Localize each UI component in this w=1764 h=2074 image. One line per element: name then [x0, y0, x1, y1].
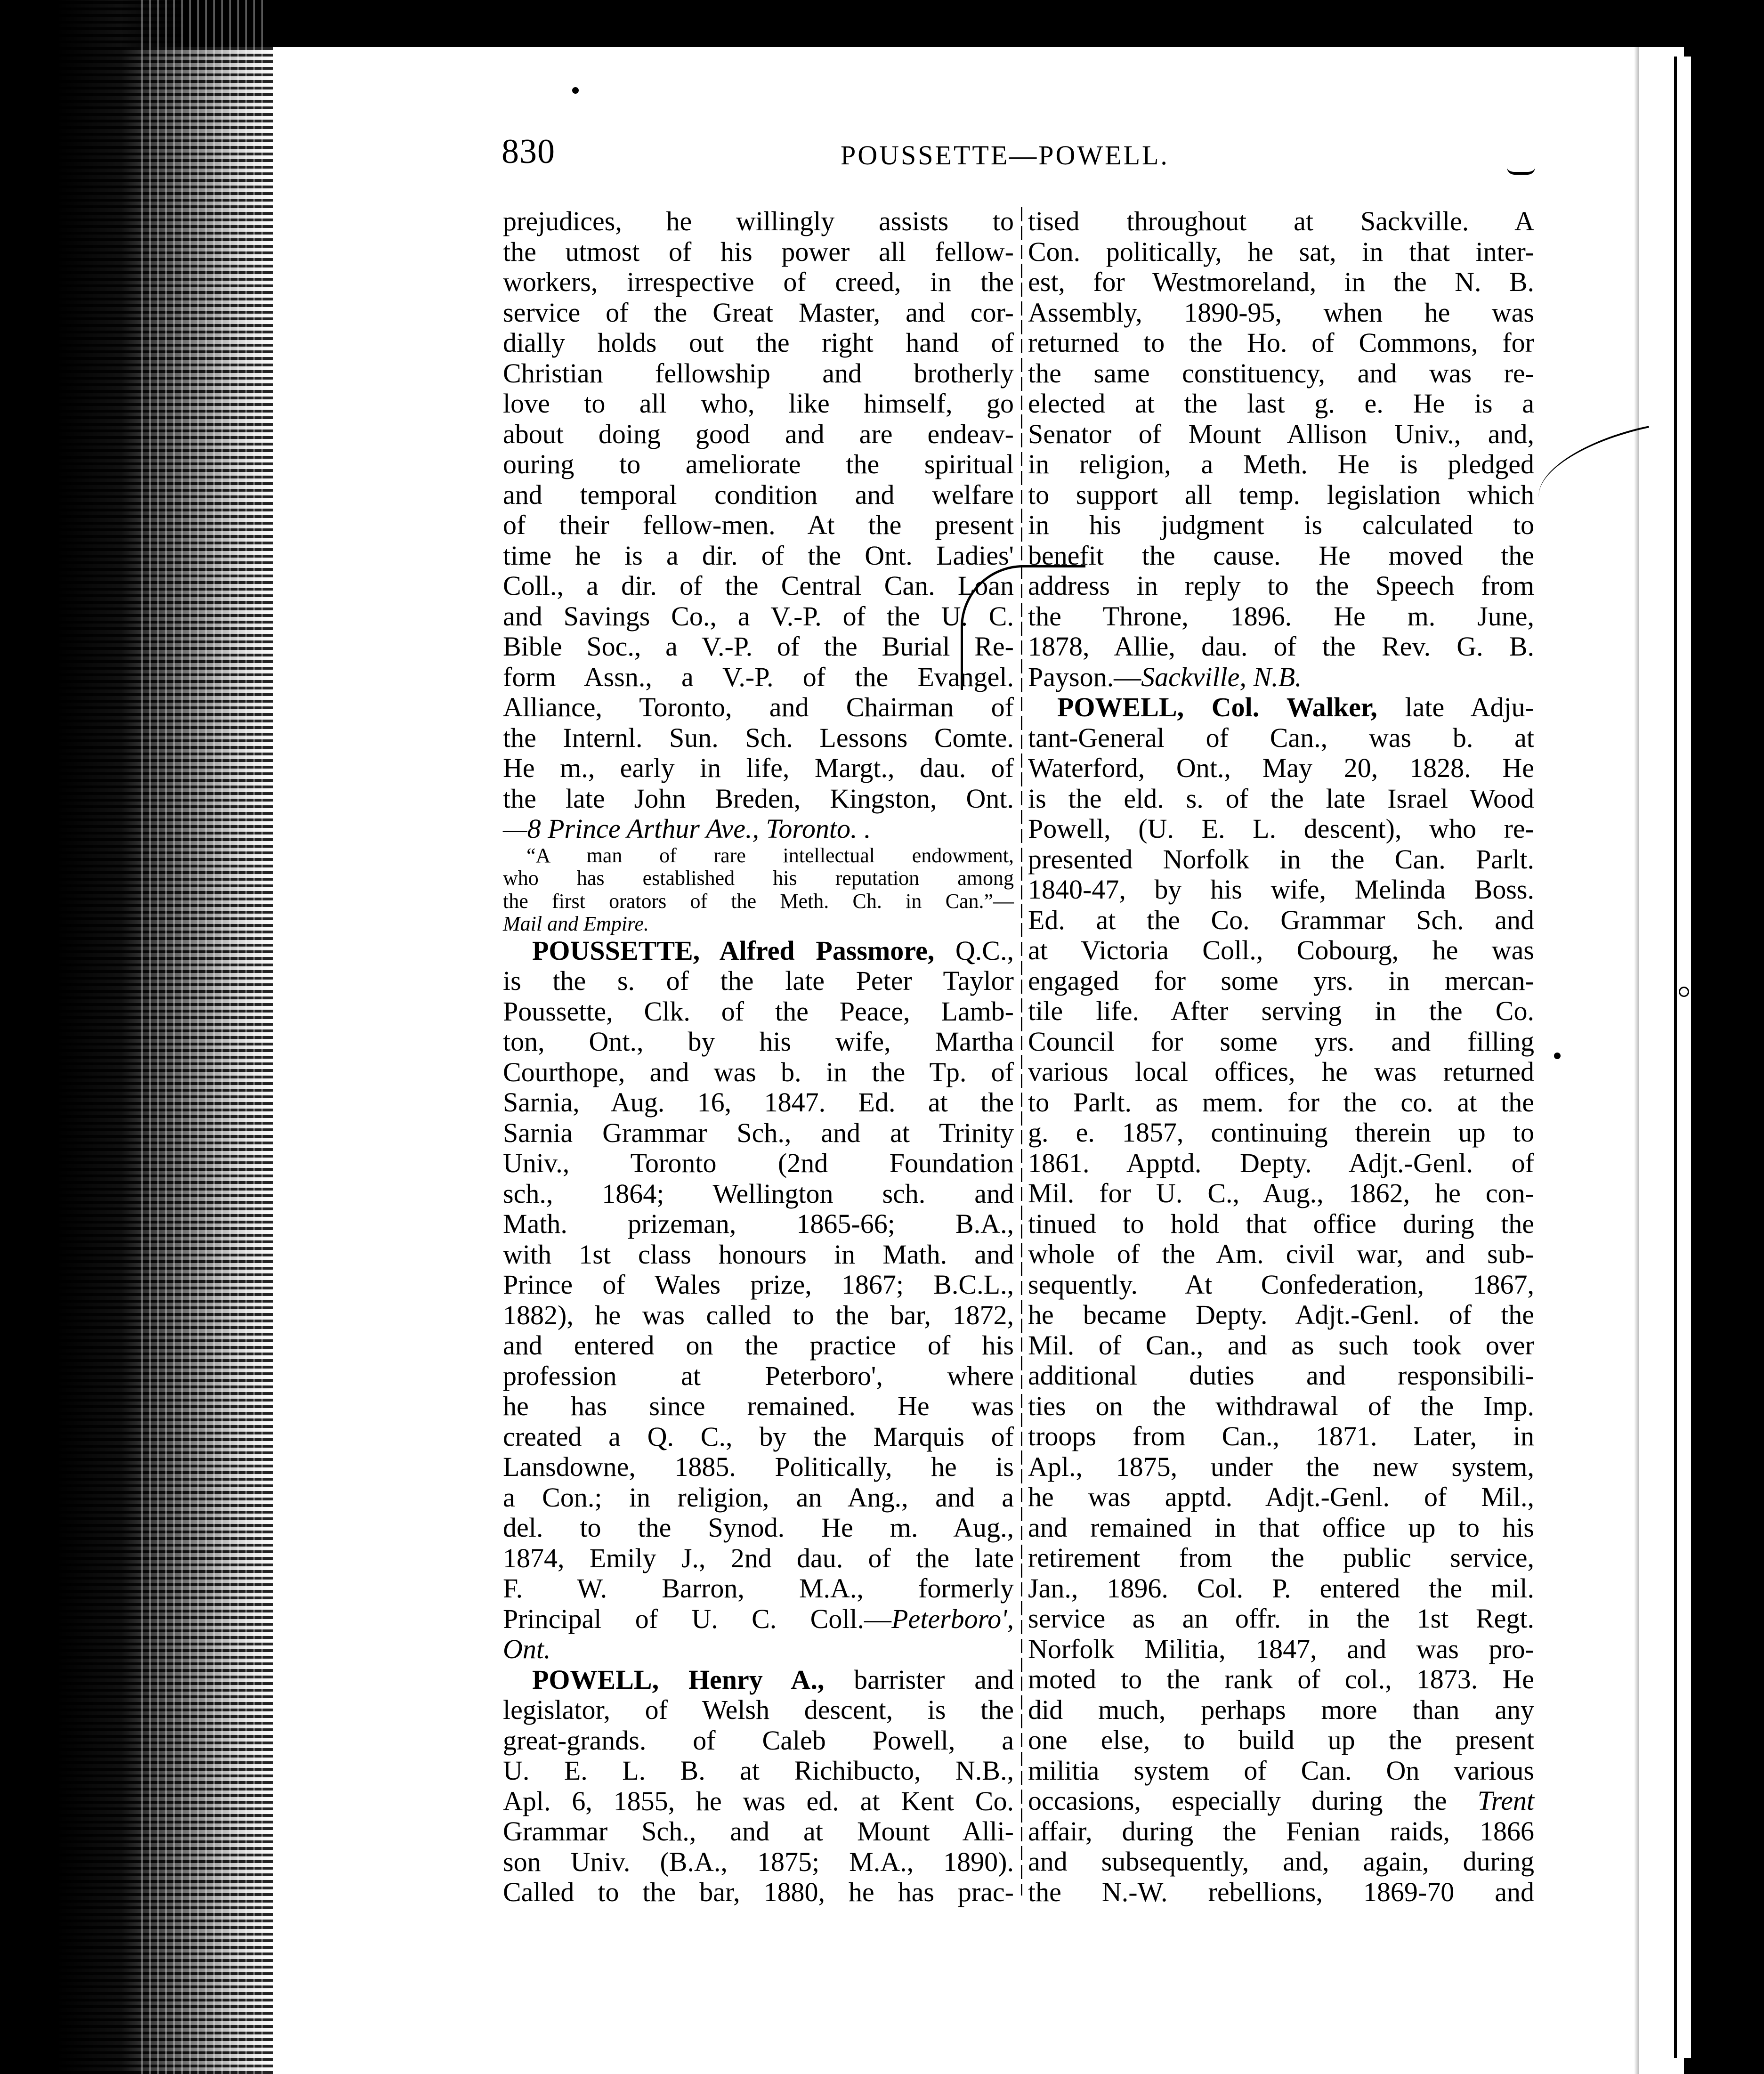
text-line: g. e. 1857, continuing therein up to: [1028, 1117, 1534, 1148]
text-line: dially holds out the right hand of: [503, 327, 1014, 358]
text-line: Senator of Mount Allison Univ., and,: [1028, 418, 1534, 449]
text-line: Waterford, Ont., May 20, 1828. He: [1028, 753, 1534, 783]
text-line: 1861. Apptd. Depty. Adjt.-Genl. of: [1028, 1147, 1534, 1178]
text-line: sch., 1864; Wellington sch. and: [503, 1178, 1014, 1209]
text-line: del. to the Synod. He m. Aug.,: [503, 1512, 1014, 1543]
text-line: legislator, of Welsh descent, is the: [503, 1694, 1014, 1725]
italic-span: Peterboro',: [891, 1603, 1014, 1634]
text-line: service as an offr. in the 1st Regt.: [1028, 1603, 1534, 1634]
text-line: love to all who, like himself, go: [503, 388, 1014, 419]
scan-noise-streaks: [141, 0, 264, 2074]
text-line: affair, during the Fenian raids, 1866: [1028, 1815, 1534, 1847]
text-line: he became Depty. Adjt.-Genl. of the: [1028, 1299, 1534, 1330]
text-line: service of the Great Master, and cor-: [503, 297, 1014, 328]
text-line: Powell, (U. E. L. descent), who re-: [1028, 813, 1534, 844]
text-line: 1840-47, by his wife, Melinda Boss.: [1028, 874, 1534, 905]
text-span: Principal of U. C. Coll.—: [503, 1603, 892, 1634]
text-line: [503, 1604, 1014, 1635]
adjacent-page-strip: [1674, 57, 1691, 2058]
text-line: Jan., 1896. Col. P. entered the mil.: [1028, 1572, 1534, 1604]
text-line: Sarnia Grammar Sch., and at Trinity: [503, 1117, 1014, 1148]
scan-border-left: [0, 0, 57, 2074]
text-line: tant-General of Can., was b. at: [1028, 722, 1534, 753]
text-line: [1028, 662, 1534, 693]
text-line: to Parlt. as mem. for the co. at the: [1028, 1086, 1534, 1118]
running-head: POUSSETTE—POWELL.: [841, 140, 1169, 170]
entry-heading: POWELL, Col. Walker,: [1057, 692, 1377, 722]
text-line: great-grands. of Caleb Powell, a: [503, 1725, 1014, 1756]
text-line: Mil. for U. C., Aug., 1862, he con-: [1028, 1178, 1534, 1208]
text-line: returned to the Ho. of Commons, for: [1028, 327, 1534, 358]
text-line: [503, 936, 1014, 966]
text-span: occasions, especially during the: [1028, 1785, 1478, 1816]
page-number: 830: [502, 132, 555, 171]
text-line: U. E. L. B. at Richibucto, N.B.,: [503, 1755, 1014, 1786]
text-line: —8 Prince Arthur Ave., Toronto. .: [503, 813, 871, 844]
text-line: and remained in that office up to his: [1028, 1512, 1534, 1543]
text-line: ties on the withdrawal of the Imp.: [1028, 1390, 1534, 1421]
text-line: Alliance, Toronto, and Chairman of: [503, 692, 1014, 722]
quote-line: who has established his reputation among: [503, 867, 1014, 890]
text-line: he was apptd. Adjt.-Genl. of Mil.,: [1028, 1482, 1534, 1512]
text-line: the N.-W. rebellions, 1869-70 and: [1028, 1876, 1534, 1907]
text-line: retirement from the public service,: [1028, 1542, 1534, 1573]
text-line: presented Norfolk in the Can. Parlt.: [1028, 843, 1534, 875]
text-line: ouring to ameliorate the spiritual: [503, 449, 1014, 479]
text-line: the Internl. Sun. Sch. Lessons Comte.: [503, 722, 1014, 753]
text-line: time he is a dir. of the Ont. Ladies': [503, 540, 1014, 571]
stray-ring: [1679, 987, 1689, 997]
text-line: tised throughout at Sackville. A: [1028, 206, 1534, 236]
text-line: Ont.: [503, 1634, 551, 1664]
italic-span: Trent: [1477, 1785, 1534, 1816]
quote-line: “A man of rare intellectual endowment,: [526, 843, 1014, 867]
text-line: moted to the rank of col., 1873. He: [1028, 1664, 1534, 1694]
text-line: Prince of Wales prize, 1867; B.C.L.,: [503, 1269, 1014, 1300]
text-line: the same constituency, and was re-: [1028, 357, 1534, 389]
pen-mark: [961, 565, 1085, 690]
text-line: Council for some yrs. and filling: [1028, 1026, 1534, 1057]
text-line: tinued to hold that office during the: [1028, 1208, 1534, 1239]
text-line: a Con.; in religion, an Ang., and a: [503, 1482, 1014, 1513]
text-line: various local offices, he was returned: [1028, 1056, 1534, 1087]
stray-dot: [1554, 1053, 1561, 1059]
text-line: sequently. At Confederation, 1867,: [1028, 1269, 1534, 1300]
text-line: engaged for some yrs. in mercan-: [1028, 965, 1534, 996]
text-line: and subsequently, and, again, during: [1028, 1846, 1534, 1877]
text-line: of their fellow-men. At the present: [503, 510, 1014, 540]
entry-text: late Adju-: [1377, 692, 1534, 722]
entry-heading: POUSSETTE, Alfred Passmore,: [532, 935, 935, 966]
text-span: Payson.—: [1028, 661, 1141, 692]
text-line: the late John Breden, Kingston, Ont.: [503, 783, 1014, 814]
scan-border-right: [1684, 0, 1764, 2074]
text-line: Assembly, 1890-95, when he was: [1028, 297, 1534, 328]
text-line: Mil. of Can., and as such took over: [1028, 1329, 1534, 1361]
text-line: 1882), he was called to the bar, 1872,: [503, 1299, 1014, 1330]
text-line: prejudices, he willingly assists to: [503, 206, 1014, 236]
text-line: whole of the Am. civil war, and sub-: [1028, 1239, 1534, 1269]
text-line: troops from Can., 1871. Later, in: [1028, 1421, 1534, 1451]
text-line: created a Q. C., by the Marquis of: [503, 1421, 1014, 1452]
text-line: Math. prizeman, 1865-66; B.A.,: [503, 1208, 1014, 1239]
text-line: Courthope, and was b. in the Tp. of: [503, 1056, 1014, 1087]
text-line: Poussette, Clk. of the Peace, Lamb-: [503, 996, 1014, 1027]
text-line: militia system of Can. On various: [1028, 1755, 1534, 1786]
stray-ring: [1721, 1121, 1732, 1131]
entry-heading: POWELL, Henry A.,: [532, 1664, 825, 1695]
stray-dot: [572, 87, 579, 94]
text-line: Coll., a dir. of the Central Can. Loan: [503, 570, 1014, 601]
text-line: form Assn., a V.-P. of the Evangel.: [503, 661, 1014, 692]
text-line: [503, 1665, 1014, 1695]
text-line: additional duties and responsibili-: [1028, 1360, 1534, 1391]
text-line: benefit the cause. He moved the: [1028, 540, 1534, 571]
quote-line: Mail and Empire.: [503, 912, 649, 935]
text-line: did much, perhaps more than any: [1028, 1694, 1534, 1725]
right-column: [1028, 206, 1534, 1907]
text-line: he has since remained. He was: [503, 1391, 1014, 1421]
text-line: Lansdowne, 1885. Politically, he is: [503, 1451, 1014, 1482]
text-line: Norfolk Militia, 1847, and was pro-: [1028, 1633, 1534, 1664]
text-line: the Throne, 1896. He m. June,: [1028, 600, 1534, 632]
text-line: is the s. of the late Peter Taylor: [503, 965, 1014, 996]
text-line: is the eld. s. of the late Israel Wood: [1028, 783, 1534, 814]
text-line: Apl. 6, 1855, he was ed. at Kent Co.: [503, 1785, 1014, 1816]
text-line: Univ., Toronto (2nd Foundation: [503, 1148, 1014, 1178]
text-line: Ed. at the Co. Grammar Sch. and: [1028, 904, 1534, 935]
text-line: 1874, Emily J., 2nd dau. of the late: [503, 1542, 1014, 1573]
column-divider: [1021, 207, 1022, 1896]
text-line: Con. politically, he sat, in that inter-: [1028, 236, 1534, 267]
text-line: ton, Ont., by his wife, Martha: [503, 1026, 1014, 1057]
text-line: He m., early in life, Margt., dau. of: [503, 753, 1014, 783]
text-line: Apl., 1875, under the new system,: [1028, 1451, 1534, 1482]
text-line: in his judgment is calculated to: [1028, 510, 1534, 540]
stray-mark: [1507, 167, 1535, 175]
text-line: to support all temp. legislation which: [1028, 479, 1534, 510]
text-line: elected at the last g. e. He is a: [1028, 388, 1534, 419]
arrow-icon: [1745, 426, 1764, 458]
text-line: workers, irrespective of creed, in the: [503, 267, 1014, 297]
text-line: Called to the bar, 1880, he has prac-: [503, 1877, 1014, 1907]
text-line: 1878, Allie, dau. of the Rev. G. B.: [1028, 631, 1534, 662]
page-fold-shadow: [1634, 47, 1639, 2074]
entry-text: barrister and: [824, 1664, 1014, 1695]
left-column: [503, 206, 1014, 1908]
text-line: and temporal condition and welfare: [503, 479, 1014, 510]
italic-span: Sackville, N.B.: [1141, 661, 1302, 692]
text-line: in religion, a Meth. He is pledged: [1028, 449, 1534, 479]
text-line: the utmost of his power all fellow-: [503, 236, 1014, 267]
text-line: address in reply to the Speech from: [1028, 570, 1534, 601]
text-line: Bible Soc., a V.-P. of the Burial Re-: [503, 631, 1014, 662]
text-line: Sarnia, Aug. 16, 1847. Ed. at the: [503, 1087, 1014, 1118]
text-line: about doing good and are endeav-: [503, 418, 1014, 449]
text-line: at Victoria Coll., Cobourg, he was: [1028, 935, 1534, 965]
text-line: profession at Peterboro', where: [503, 1360, 1014, 1391]
quote-line: the first orators of the Meth. Ch. in Can.”—: [503, 889, 1014, 913]
text-line: tile life. After serving in the Co.: [1028, 996, 1534, 1026]
stray-ring: [1721, 1639, 1732, 1649]
text-line: and Savings Co., a V.-P. of the U. C.: [503, 600, 1014, 632]
entry-text: Q.C.,: [934, 935, 1014, 966]
text-line: with 1st class honours in Math. and: [503, 1239, 1014, 1270]
text-line: [1028, 1786, 1534, 1816]
text-line: [1028, 692, 1534, 723]
text-line: son Univ. (B.A., 1875; M.A., 1890).: [503, 1846, 1014, 1877]
text-line: Grammar Sch., and at Mount Alli-: [503, 1816, 1014, 1847]
text-line: F. W. Barron, M.A., formerly: [503, 1573, 1014, 1604]
text-line: Christian fellowship and brotherly: [503, 357, 1014, 389]
text-line: est, for Westmoreland, in the N. B.: [1028, 267, 1534, 297]
text-line: and entered on the practice of his: [503, 1330, 1014, 1361]
text-line: one else, to build up the present: [1028, 1725, 1534, 1755]
